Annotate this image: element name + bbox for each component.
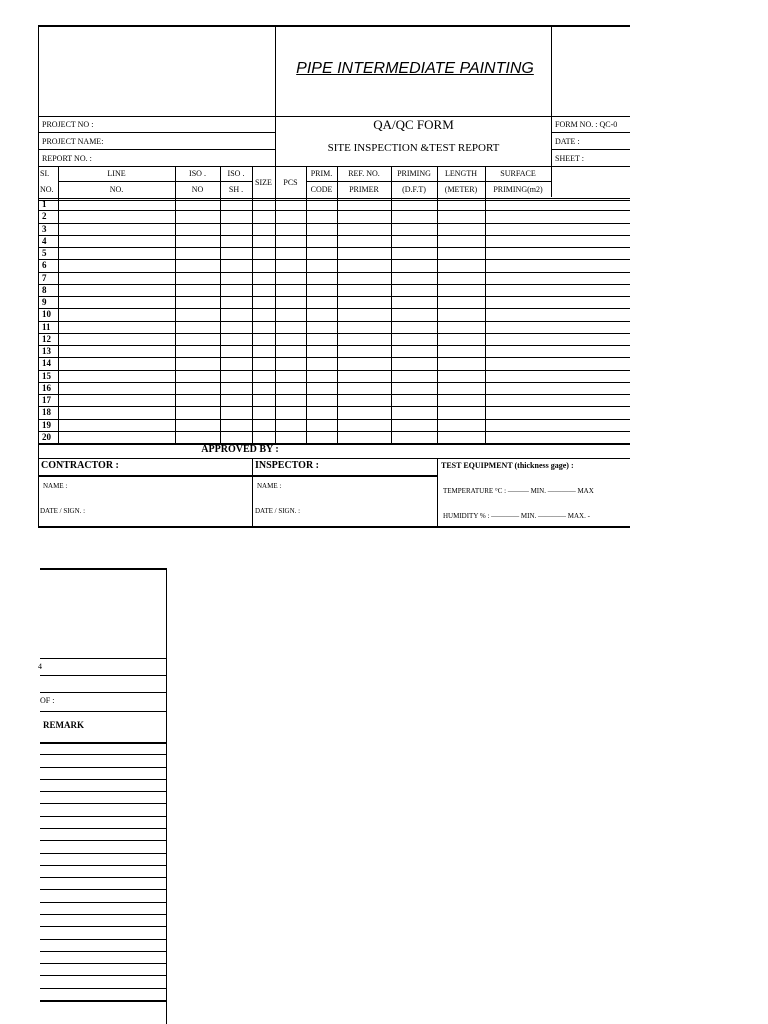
table-row bbox=[38, 382, 630, 383]
form-title: PIPE INTERMEDIATE PAINTING bbox=[296, 60, 534, 77]
header-pcs: PCS bbox=[283, 178, 298, 187]
row-number: 1 bbox=[42, 199, 47, 209]
table-row bbox=[38, 296, 630, 297]
header-size: SIZE bbox=[255, 178, 272, 187]
header-si-line2: NO. bbox=[40, 185, 54, 194]
remark-row bbox=[40, 939, 166, 940]
table-row bbox=[38, 247, 630, 248]
header-iso-sh-line2: SH . bbox=[228, 185, 244, 194]
remark-row bbox=[40, 975, 166, 976]
row-number: 20 bbox=[42, 431, 51, 442]
project-no-label: PROJECT NO : bbox=[42, 120, 94, 129]
row-number: 5 bbox=[42, 248, 47, 258]
table-row bbox=[38, 431, 630, 432]
header-prim-line1: PRIM. bbox=[310, 169, 333, 178]
form-no-label: FORM NO. : QC-0 bbox=[555, 120, 618, 129]
header-surface-line1: SURFACE bbox=[500, 169, 536, 178]
table-row bbox=[38, 321, 630, 322]
remark-row bbox=[40, 902, 166, 903]
row-number: 13 bbox=[42, 346, 51, 356]
row-number: 16 bbox=[42, 382, 51, 393]
header-iso-sh-line1: ISO . bbox=[227, 169, 245, 178]
header-prim-line2: CODE bbox=[310, 185, 333, 194]
remark-row bbox=[40, 754, 166, 755]
row-number: 11 bbox=[42, 321, 51, 332]
approved-by-label: APPROVED BY : bbox=[201, 444, 279, 455]
row-number: 14 bbox=[42, 358, 51, 369]
inspector-name-label: NAME : bbox=[257, 482, 282, 490]
remark-row bbox=[40, 865, 166, 866]
remark-row bbox=[40, 988, 166, 989]
table-row bbox=[38, 333, 630, 334]
table-row bbox=[38, 210, 630, 211]
remark-row bbox=[40, 889, 166, 890]
header-priming-line2: (D.F.T) bbox=[402, 185, 426, 194]
remark-row bbox=[40, 742, 166, 744]
remark-row bbox=[40, 791, 166, 792]
table-row bbox=[38, 198, 630, 199]
form-no-fragment: 4 bbox=[38, 662, 42, 671]
qa-form-title: QA/QC FORM bbox=[373, 117, 454, 132]
table-row bbox=[38, 259, 630, 260]
temperature-label: TEMPERATURE °C : ——— MIN. ———— MAX bbox=[443, 487, 594, 495]
row-number: 9 bbox=[42, 297, 47, 307]
remark-row bbox=[40, 926, 166, 927]
table-row bbox=[38, 394, 630, 395]
remark-row bbox=[40, 803, 166, 804]
header-length-line2: (METER) bbox=[444, 185, 478, 194]
row-number: 10 bbox=[42, 309, 51, 320]
remark-row bbox=[40, 951, 166, 952]
remark-row bbox=[40, 877, 166, 878]
contractor-name-label: NAME : bbox=[43, 482, 68, 490]
table-row bbox=[38, 235, 630, 236]
row-number: 8 bbox=[42, 284, 47, 295]
remark-row bbox=[40, 963, 166, 964]
remark-row bbox=[40, 914, 166, 915]
sheet-label: SHEET : bbox=[555, 154, 584, 163]
row-number: 18 bbox=[42, 407, 51, 418]
header-ref-line2: PRIMER bbox=[349, 185, 379, 194]
remark-label: REMARK bbox=[43, 720, 84, 730]
remark-row bbox=[40, 816, 166, 817]
row-number: 17 bbox=[42, 395, 51, 405]
header-iso-no-line1: ISO . bbox=[189, 169, 206, 178]
remark-row bbox=[40, 853, 166, 854]
header-priming-line1: PRIMING bbox=[397, 169, 431, 178]
date-label: DATE : bbox=[555, 137, 580, 146]
header-line-line2: NO. bbox=[109, 185, 124, 194]
remark-row bbox=[40, 767, 166, 768]
header-ref-line1: REF. NO. bbox=[348, 169, 380, 178]
table-row bbox=[38, 419, 630, 420]
row-number: 7 bbox=[42, 272, 47, 283]
contractor-label: CONTRACTOR : bbox=[41, 460, 119, 471]
header-length-line1: LENGTH bbox=[445, 169, 477, 178]
inspector-label: INSPECTOR : bbox=[255, 460, 319, 471]
table-row bbox=[38, 357, 630, 358]
table-row bbox=[38, 345, 630, 346]
table-row bbox=[38, 406, 630, 407]
of-label: OF : bbox=[40, 696, 55, 705]
header-line-line1: LINE bbox=[107, 169, 126, 178]
header-si-line1: SI. bbox=[40, 169, 50, 178]
table-row bbox=[38, 223, 630, 224]
test-equipment-label: TEST EQUIPMENT (thickness gage) : bbox=[441, 461, 574, 470]
remark-row bbox=[40, 779, 166, 780]
row-number: 15 bbox=[42, 370, 51, 381]
table-row bbox=[38, 284, 630, 285]
table-row bbox=[38, 308, 630, 309]
table-row bbox=[38, 272, 630, 273]
report-title: SITE INSPECTION &TEST REPORT bbox=[327, 142, 500, 154]
inspector-date-sign-label: DATE / SIGN. : bbox=[255, 507, 301, 515]
row-number: 4 bbox=[42, 235, 47, 246]
row-number: 6 bbox=[42, 260, 47, 271]
humidity-label: HUMIDITY % : ———— MIN. ———— MAX. - bbox=[443, 512, 590, 520]
row-number: 12 bbox=[42, 333, 51, 344]
project-name-label: PROJECT NAME: bbox=[42, 137, 104, 146]
row-number: 3 bbox=[42, 223, 47, 234]
header-surface-line2: PRIMING(m2) bbox=[493, 185, 543, 194]
row-number: 2 bbox=[42, 211, 47, 222]
remark-row bbox=[40, 840, 166, 841]
report-no-label: REPORT NO. : bbox=[42, 154, 92, 163]
remark-row bbox=[40, 828, 166, 829]
header-iso-no-line2: NO bbox=[191, 185, 204, 194]
row-number: 19 bbox=[42, 419, 51, 430]
remark-row bbox=[40, 1000, 166, 1002]
table-row bbox=[38, 370, 630, 371]
contractor-date-sign-label: DATE / SIGN. : bbox=[40, 507, 86, 515]
